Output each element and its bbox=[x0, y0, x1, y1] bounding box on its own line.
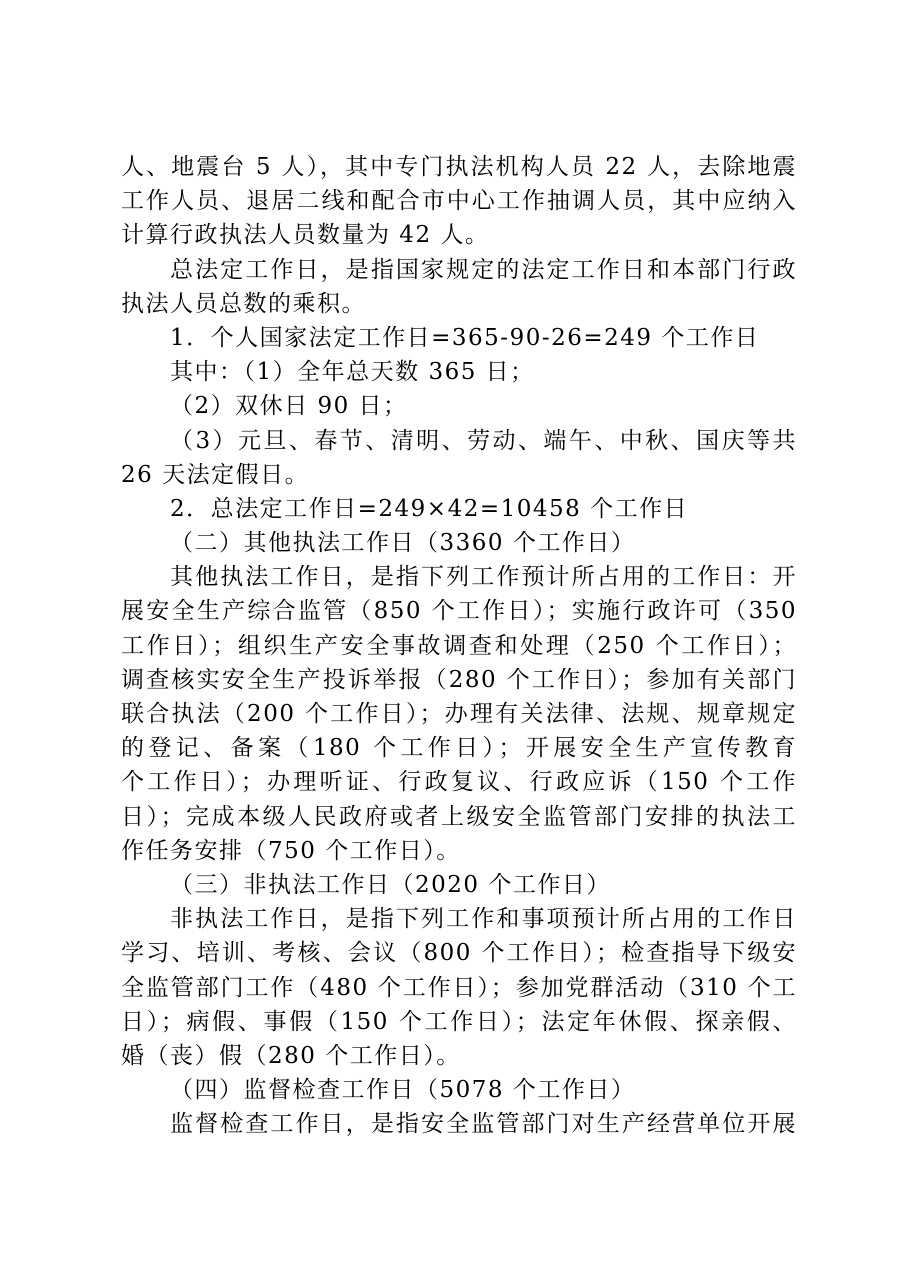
text-line: 人、地震台 5 人），其中专门执法机构人员 22 人，去除地震 bbox=[121, 154, 797, 180]
text-line: 1．个人国家法定工作日=365-90-26=249 个工作日 bbox=[170, 324, 760, 351]
text-line: 的登记、备案（180 个工作日）；开展安全生产宣传教育 bbox=[121, 735, 797, 762]
text-line: 全监管部门工作（480 个工作日）；参加党群活动（310 个工 bbox=[121, 974, 797, 1001]
text-line: 个工作日）；办理听证、行政复议、行政应诉（150 个工作 bbox=[121, 769, 797, 796]
text-line: （3）元旦、春节、清明、劳动、端午、中秋、国庆等共 bbox=[170, 427, 797, 454]
text-line: 工作人员、退居二线和配合市中心工作抽调人员，其中应纳入 bbox=[121, 188, 797, 215]
section-heading: （四）监督检查工作日（5078 个工作日） bbox=[170, 1077, 636, 1104]
text-line: （2）双休日 90 日； bbox=[170, 393, 408, 420]
section-heading: （三）非执法工作日（2020 个工作日） bbox=[170, 871, 611, 898]
text-line: 监督检查工作日，是指安全监管部门对生产经营单位开展 bbox=[170, 1111, 797, 1138]
text-line: 学习、培训、考核、会议（800 个工作日）；检查指导下级安 bbox=[121, 940, 797, 967]
text-line: 其中：（1）全年总天数 365 日； bbox=[170, 359, 535, 386]
text-line: 总法定工作日，是指国家规定的法定工作日和本部门行政 bbox=[170, 256, 797, 283]
text-line: 日）；完成本级人民政府或者上级安全监管部门安排的执法工 bbox=[121, 803, 797, 830]
document-body bbox=[121, 150, 797, 1141]
text-line: 调查核实安全生产投诉举报（280 个工作日）；参加有关部门 bbox=[121, 666, 797, 693]
text-line: 婚（丧）假（280 个工作日）。 bbox=[121, 1042, 461, 1069]
text-line: 执法人员总数的乘积。 bbox=[121, 290, 366, 317]
text-line: 其他执法工作日，是指下列工作预计所占用的工作日：开 bbox=[170, 564, 797, 591]
text-line: 联合执法（200 个工作日）；办理有关法律、法规、规章规定 bbox=[121, 701, 797, 727]
text-line: 展安全生产综合监管（850 个工作日）；实施行政许可（350 bbox=[121, 598, 797, 625]
text-line: 2．总法定工作日=249×42=10458 个工作日 bbox=[170, 495, 689, 522]
text-line: 非执法工作日，是指下列工作和事项预计所占用的工作日 bbox=[170, 906, 797, 933]
section-heading: （二）其他执法工作日（3360 个工作日） bbox=[170, 530, 636, 557]
text-line: 日）；病假、事假（150 个工作日）；法定年休假、探亲假、 bbox=[121, 1008, 797, 1035]
text-line: 26 天法定假日。 bbox=[121, 461, 310, 488]
text-line: 作任务安排（750 个工作日）。 bbox=[121, 837, 461, 864]
text-line: 工作日）；组织生产安全事故调查和处理（250 个工作日）； bbox=[121, 632, 797, 659]
text-line: 计算行政执法人员数量为 42 人。 bbox=[121, 222, 490, 249]
